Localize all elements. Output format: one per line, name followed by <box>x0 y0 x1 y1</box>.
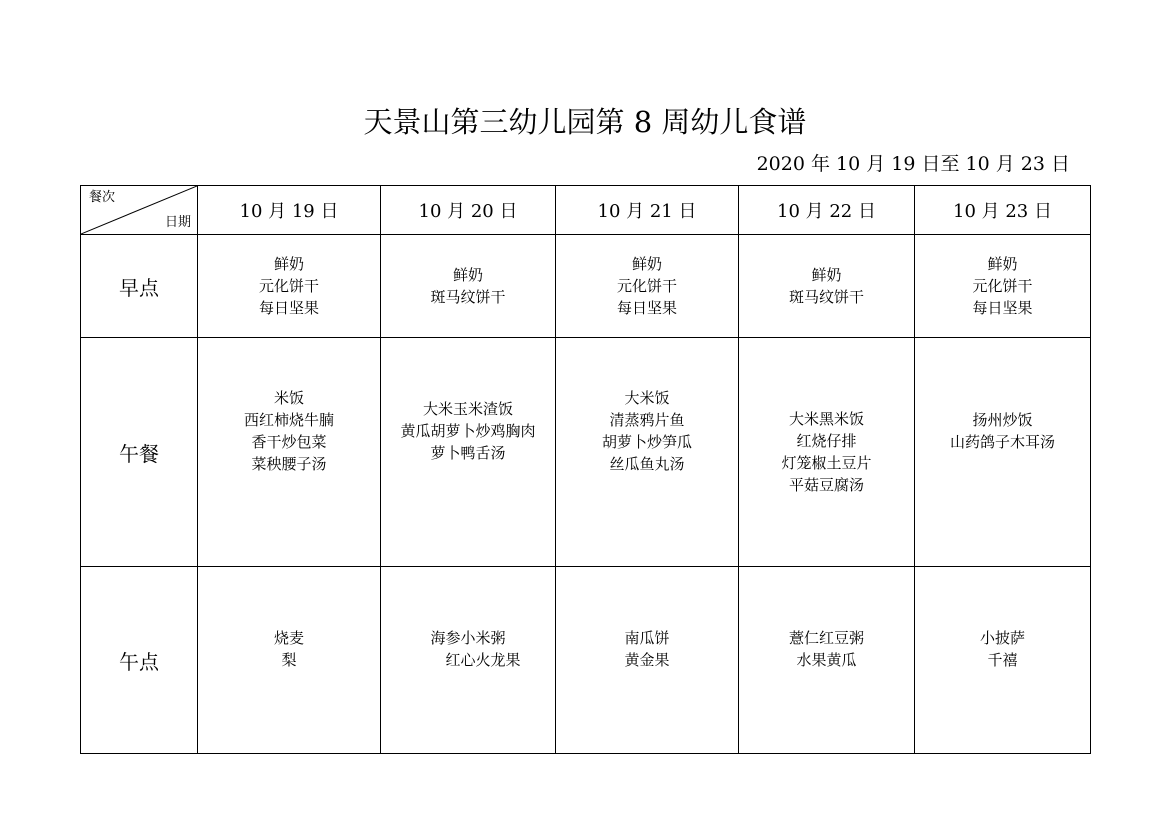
header-row <box>81 186 1091 235</box>
meal-label: 早点 <box>81 235 198 338</box>
menu-item: 鲜奶 <box>273 255 304 273</box>
menu-item: 萝卜鸭舌汤 <box>430 444 506 462</box>
menu-cell <box>556 567 739 754</box>
menu-item: 斑马纹饼干 <box>788 288 864 306</box>
menu-item: 山药鸽子木耳汤 <box>949 433 1055 451</box>
menu-item: 胡萝卜炒笋瓜 <box>601 433 692 451</box>
menu-item: 大米黑米饭 <box>788 410 864 428</box>
menu-item: 西红柿烧牛腩 <box>243 411 334 429</box>
menu-cell <box>739 338 915 567</box>
menu-cell <box>915 567 1091 754</box>
menu-item: 每日坚果 <box>972 299 1033 317</box>
menu-item: 大米饭 <box>624 389 670 407</box>
menu-item: 海参小米粥 <box>430 629 506 647</box>
menu-item: 黄瓜胡萝卜炒鸡胸肉 <box>400 422 536 440</box>
page-title: 天景山第三幼儿园第 8 周幼儿食谱 <box>363 105 807 139</box>
menu-item: 灯笼椒土豆片 <box>781 454 872 472</box>
date-header: 10 月 21 日 <box>556 186 739 235</box>
menu-item: 薏仁红豆粥 <box>788 629 864 647</box>
menu-cell <box>556 235 739 338</box>
menu-item: 鲜奶 <box>811 266 842 284</box>
menu-item: 米饭 <box>273 389 304 407</box>
menu-cell <box>739 567 915 754</box>
menu-item: 红烧仔排 <box>796 432 857 450</box>
menu-item: 鲜奶 <box>987 255 1018 273</box>
menu-cell <box>915 338 1091 567</box>
meal-row-lunch <box>81 338 1091 567</box>
menu-table <box>80 185 1091 754</box>
menu-item: 每日坚果 <box>258 299 319 317</box>
menu-item: 元化饼干 <box>972 277 1033 295</box>
menu-cell <box>915 235 1091 338</box>
menu-item: 香干炒包菜 <box>251 433 327 451</box>
menu-item: 红心火龙果 <box>445 651 521 669</box>
meal-label: 午餐 <box>81 338 198 567</box>
meal-row-breakfast <box>81 235 1091 338</box>
menu-item: 鲜奶 <box>631 255 662 273</box>
menu-item: 南瓜饼 <box>624 629 670 647</box>
menu-cell <box>198 567 381 754</box>
menu-item: 每日坚果 <box>616 299 677 317</box>
menu-item: 小披萨 <box>979 629 1025 647</box>
menu-item: 千禧 <box>987 651 1018 669</box>
menu-cell <box>198 235 381 338</box>
menu-cell <box>381 567 556 754</box>
menu-item: 大米玉米渣饭 <box>422 400 513 418</box>
date-range: 2020 年 10 月 19 日至 10 月 23 日 <box>756 153 1070 175</box>
menu-item: 元化饼干 <box>616 277 677 295</box>
corner-cell <box>81 186 198 235</box>
menu-item: 斑马纹饼干 <box>430 288 506 306</box>
menu-cell <box>198 338 381 567</box>
menu-item: 平菇豆腐汤 <box>788 476 864 494</box>
menu-item: 菜秧腰子汤 <box>251 455 327 473</box>
corner-date-label: 日期 <box>164 215 191 230</box>
date-header: 10 月 19 日 <box>198 186 381 235</box>
menu-cell <box>381 338 556 567</box>
menu-item: 丝瓜鱼丸汤 <box>609 455 685 473</box>
menu-cell <box>381 235 556 338</box>
menu-item: 鲜奶 <box>452 266 483 284</box>
meal-row-afternoon-snack <box>81 567 1091 754</box>
meal-label: 午点 <box>81 567 198 754</box>
date-header: 10 月 23 日 <box>915 186 1091 235</box>
corner-meal-label: 餐次 <box>89 190 116 205</box>
menu-item: 黄金果 <box>624 651 670 669</box>
menu-item: 扬州炒饭 <box>972 411 1033 429</box>
menu-item: 元化饼干 <box>258 277 319 295</box>
menu-item: 梨 <box>281 651 297 669</box>
menu-cell <box>739 235 915 338</box>
date-header: 10 月 20 日 <box>381 186 556 235</box>
menu-item: 水果黄瓜 <box>796 651 857 669</box>
menu-item: 清蒸鸦片鱼 <box>609 411 685 429</box>
date-header: 10 月 22 日 <box>739 186 915 235</box>
menu-item: 烧麦 <box>273 629 304 647</box>
menu-cell <box>556 338 739 567</box>
